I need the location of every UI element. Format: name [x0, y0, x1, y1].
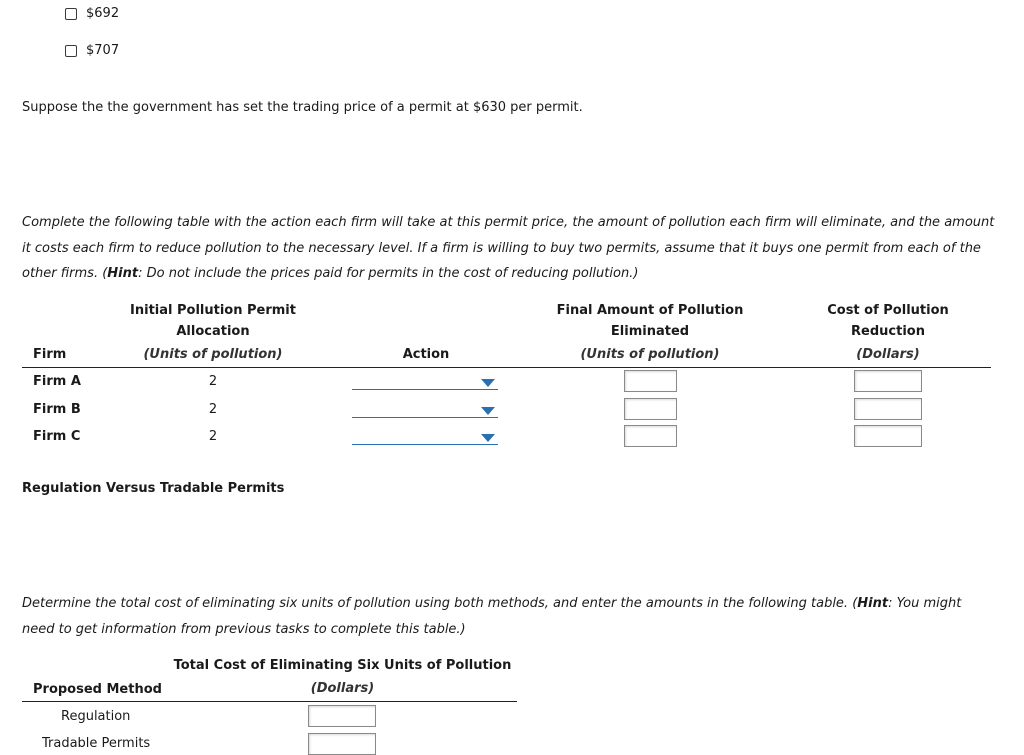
- option-checkbox[interactable]: [65, 45, 77, 57]
- final-amount-input-firm-c[interactable]: [624, 425, 677, 447]
- hint-label: Hint: [107, 266, 139, 281]
- header-final-amount: [545, 300, 755, 365]
- header-action: Action: [402, 347, 450, 362]
- row-firm-label: Firm C: [33, 429, 81, 444]
- row-firm-label: Firm B: [33, 402, 81, 417]
- chevron-down-icon: [481, 407, 495, 415]
- header-proposed-method: Proposed Method: [33, 682, 162, 697]
- cost-input-firm-a[interactable]: [854, 370, 922, 392]
- action-dropdown-firm-b[interactable]: [352, 403, 498, 418]
- tradable-permits-total-input[interactable]: [308, 733, 376, 755]
- option-label: $692: [86, 6, 120, 21]
- header-total-cost: [170, 655, 515, 699]
- final-amount-input-firm-b[interactable]: [624, 398, 677, 420]
- action-dropdown-firm-c[interactable]: [352, 430, 498, 445]
- row-allocation: 2: [208, 402, 218, 417]
- header-cost: [813, 300, 963, 365]
- header-final-units: (Units of pollution): [580, 347, 720, 362]
- instructions-part1: Complete the following table with the action each firm will take at this permit price, the amount of pollution each firm will eliminate, and the amount it costs each firm to reduce pollution to the necessary level. If a firm is willing to buy two permits, assume that it buys one permit from each of the other firms. (: [22, 215, 995, 281]
- chevron-down-icon: [481, 434, 495, 442]
- row-allocation: 2: [208, 429, 218, 444]
- header-cost-line1: Cost of Pollution: [827, 303, 949, 318]
- table1-header-rule: [22, 367, 991, 368]
- action-dropdown-firm-a[interactable]: [352, 375, 498, 390]
- hint-label: Hint: [857, 596, 889, 611]
- table-instructions: [22, 210, 997, 287]
- header-cost-line2: Reduction: [851, 324, 925, 339]
- method-label: Tradable Permits: [42, 736, 151, 751]
- section-heading: Regulation Versus Tradable Permits: [22, 481, 285, 496]
- cost-input-firm-b[interactable]: [854, 398, 922, 420]
- method-label: Regulation: [61, 709, 131, 724]
- option-707[interactable]: [65, 43, 119, 58]
- determine-instructions: [22, 591, 997, 642]
- row-allocation: 2: [208, 374, 218, 389]
- header-final-line2: Eliminated: [610, 324, 690, 339]
- header-cost-units: (Dollars): [856, 347, 920, 362]
- header-firm: Firm: [33, 347, 67, 362]
- header-final-line1: Final Amount of Pollution: [556, 303, 744, 318]
- header-total-units: (Dollars): [310, 681, 375, 696]
- header-allocation-line2: Allocation: [176, 324, 250, 339]
- row-firm-label: Firm A: [33, 374, 81, 389]
- header-total-line1: Total Cost of Eliminating Six Units of Pollution: [173, 658, 512, 673]
- chevron-down-icon: [481, 379, 495, 387]
- option-label: $707: [86, 43, 120, 58]
- header-allocation-units: (Units of pollution): [143, 347, 283, 362]
- cost-input-firm-c[interactable]: [854, 425, 922, 447]
- header-allocation-line1: Initial Pollution Permit: [130, 303, 296, 318]
- final-amount-input-firm-a[interactable]: [624, 370, 677, 392]
- determine-part1: Determine the total cost of eliminating six units of pollution using both methods, and enter the amounts in the following table. (: [22, 596, 858, 611]
- determine-part2: : You might need to get information from previous tasks to complete this table.): [22, 596, 962, 637]
- option-checkbox[interactable]: [65, 8, 77, 20]
- regulation-total-input[interactable]: [308, 705, 376, 727]
- instructions-part2: : Do not include the prices paid for permits in the cost of reducing pollution.): [138, 266, 639, 281]
- intro-text: Suppose the the government has set the trading price of a permit at $630 per permit.: [22, 100, 583, 115]
- header-allocation: [128, 300, 298, 365]
- table2-header-rule: [22, 701, 517, 702]
- option-692[interactable]: [65, 6, 119, 21]
